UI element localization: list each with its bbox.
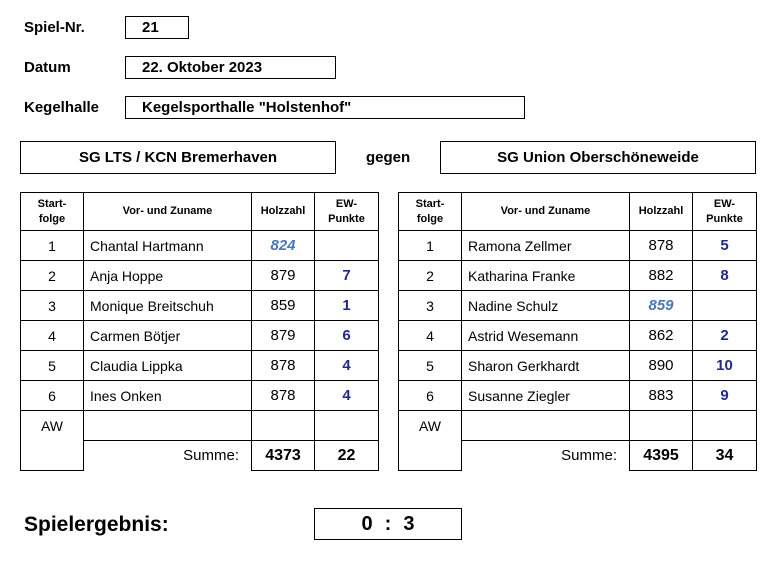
table-row: [399, 291, 757, 321]
player-name: Sharon Gerkhardt: [462, 351, 630, 381]
ew-punkte-cell: 7: [315, 261, 379, 291]
gegen-label: gegen: [366, 149, 411, 166]
table-row: [399, 231, 757, 261]
player-name: Anja Hoppe: [84, 261, 252, 291]
ew-punkte-cell: 9: [693, 381, 757, 411]
startfolge-cell: 1: [21, 231, 84, 261]
spiel-nr-label: Spiel-Nr.: [24, 19, 85, 36]
player-name: Nadine Schulz: [462, 291, 630, 321]
table-row: [21, 231, 379, 261]
aw-pts-cell: [693, 411, 757, 441]
startfolge-header: Start- folge: [399, 193, 462, 231]
ew-punkte-header: EW- Punkte: [315, 193, 379, 231]
player-name: Astrid Wesemann: [462, 321, 630, 351]
datum-label: Datum: [24, 59, 71, 76]
aw-pts-cell: [315, 411, 379, 441]
holzzahl-cell: 878: [630, 231, 693, 261]
table-row: [21, 261, 379, 291]
aw-label-cont: [399, 441, 462, 471]
summe-row: [21, 441, 379, 471]
holzzahl-cell: 878: [252, 351, 315, 381]
player-name: Carmen Bötjer: [84, 321, 252, 351]
startfolge-cell: 1: [399, 231, 462, 261]
startfolge-cell: 4: [21, 321, 84, 351]
player-name: Ramona Zellmer: [462, 231, 630, 261]
datum-field: [125, 56, 336, 79]
home-score-table: [20, 192, 379, 471]
name-header: Vor- und Zuname: [462, 193, 630, 231]
startfolge-cell: 2: [21, 261, 84, 291]
player-name: Susanne Ziegler: [462, 381, 630, 411]
holzzahl-cell: 879: [252, 321, 315, 351]
away-team: SG Union Oberschöneweide: [440, 141, 756, 174]
header-row: [21, 193, 379, 231]
holzzahl-cell: 859: [252, 291, 315, 321]
summe-label: Summe:: [561, 447, 617, 465]
ew-punkte-cell: 8: [693, 261, 757, 291]
spiel-nr-value: 21: [142, 19, 159, 36]
summe-label: Summe:: [183, 447, 239, 465]
result-home: 0: [361, 512, 373, 535]
header-row: [399, 193, 757, 231]
startfolge-cell: 2: [399, 261, 462, 291]
holzzahl-cell: 879: [252, 261, 315, 291]
aw-label-cont: [21, 441, 84, 471]
datum-value: 22. Oktober 2023: [142, 59, 263, 76]
holzzahl-cell: 883: [630, 381, 693, 411]
startfolge-cell: 6: [399, 381, 462, 411]
table-row: [399, 261, 757, 291]
table-row: [21, 291, 379, 321]
player-name: Chantal Hartmann: [84, 231, 252, 261]
ew-punkte-cell: 10: [693, 351, 757, 381]
total-wood: 4395: [630, 441, 693, 471]
player-name: Monique Breitschuh: [84, 291, 252, 321]
table-row: [399, 321, 757, 351]
summe-row: [399, 441, 757, 471]
holzzahl-cell: 878: [252, 381, 315, 411]
kegelhalle-label: Kegelhalle: [24, 99, 100, 116]
aw-name-cell: [462, 411, 630, 441]
table-row: [399, 381, 757, 411]
ew-punkte-cell: 2: [693, 321, 757, 351]
aw-wood-cell: [252, 411, 315, 441]
total-points: 22: [315, 441, 379, 471]
holzzahl-cell: 862: [630, 321, 693, 351]
startfolge-cell: 3: [399, 291, 462, 321]
aw-name-cell: [84, 411, 252, 441]
aw-label: AW: [399, 411, 462, 441]
holzzahl-cell: 882: [630, 261, 693, 291]
home-team: SG LTS / KCN Bremerhaven: [20, 141, 336, 174]
table-row: [21, 321, 379, 351]
spielergebnis-label: Spielergebnis:: [24, 513, 169, 536]
total-wood: 4373: [252, 441, 315, 471]
result-separator: :: [384, 512, 392, 535]
ew-punkte-cell: 4: [315, 351, 379, 381]
holzzahl-header: Holzzahl: [252, 193, 315, 231]
total-points: 34: [693, 441, 757, 471]
startfolge-header: Start- folge: [21, 193, 84, 231]
ew-punkte-cell: 6: [315, 321, 379, 351]
name-header: Vor- und Zuname: [84, 193, 252, 231]
holzzahl-cell: 824: [252, 231, 315, 261]
table-row: [399, 351, 757, 381]
ew-punkte-header: EW- Punkte: [693, 193, 757, 231]
startfolge-cell: 6: [21, 381, 84, 411]
player-name: Claudia Lippka: [84, 351, 252, 381]
ew-punkte-cell: 5: [693, 231, 757, 261]
aw-label: AW: [21, 411, 84, 441]
player-name: Ines Onken: [84, 381, 252, 411]
table-row: [21, 381, 379, 411]
aw-row: [399, 411, 757, 441]
startfolge-cell: 3: [21, 291, 84, 321]
startfolge-cell: 4: [399, 321, 462, 351]
ew-punkte-cell: [693, 291, 757, 321]
kegelhalle-field: [125, 96, 525, 119]
spiel-nr-field: [125, 16, 189, 39]
startfolge-cell: 5: [21, 351, 84, 381]
holzzahl-cell: 890: [630, 351, 693, 381]
holzzahl-cell: 859: [630, 291, 693, 321]
aw-row: [21, 411, 379, 441]
holzzahl-header: Holzzahl: [630, 193, 693, 231]
ew-punkte-cell: 1: [315, 291, 379, 321]
spielergebnis-box: [314, 508, 462, 540]
kegelhalle-value: Kegelsporthalle "Holstenhof": [142, 99, 352, 116]
result-away: 3: [403, 512, 415, 535]
ew-punkte-cell: 4: [315, 381, 379, 411]
player-name: Katharina Franke: [462, 261, 630, 291]
table-row: [21, 351, 379, 381]
startfolge-cell: 5: [399, 351, 462, 381]
ew-punkte-cell: [315, 231, 379, 261]
aw-wood-cell: [630, 411, 693, 441]
away-score-table: [398, 192, 757, 471]
